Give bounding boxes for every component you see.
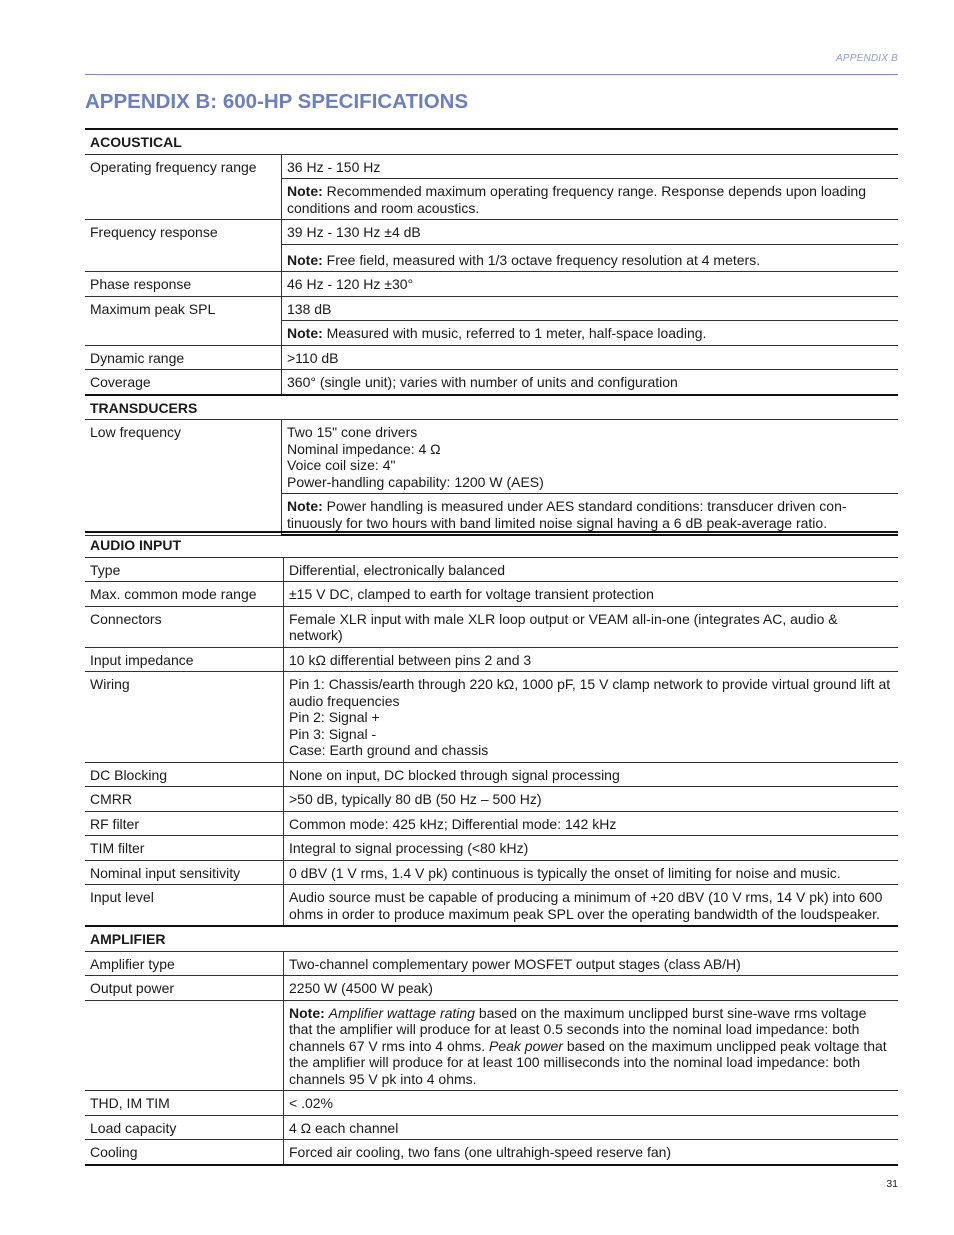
spec-label: Operating frequency range [85,154,282,220]
spec-note [282,321,899,346]
spec-label: DC Blocking [85,762,284,787]
spec-row [85,370,898,395]
header-rule [85,74,898,75]
spec-label: Low frequency [85,420,282,536]
spec-label: Dynamic range [85,345,282,370]
spec-value: Two-channel complementary power MOSFET output stages (class AB/H) [284,951,899,976]
spec-label: Input impedance [85,647,284,672]
spec-line: Case: Earth ground and chassis [289,742,489,758]
spec-row [85,345,898,370]
spec-label: Output power [85,976,284,1001]
spec-value: 46 Hz - 120 Hz ±30° [282,272,899,297]
spec-line: Pin 1: Chassis/earth through 220 kΩ, 1000 pF, 15 V clamp network to provide virtual ground lift at audio frequencies [289,676,891,709]
note-label: Note: [287,183,323,199]
spec-row [85,951,898,976]
spec-value: ±15 V DC, clamped to earth for voltage transient protection [284,582,899,607]
page-number: 31 [886,1178,898,1190]
spec-value: Audio source must be capable of producing a minimum of +20 dBV (10 V rms, 14 V pk) into 600 ohms in order to produce maximum peak SPL over the operating bandwidth of the loudspeaker. [284,885,899,927]
section-title: ACOUSTICAL [85,129,898,154]
spec-row [85,762,898,787]
spec-row [85,672,898,763]
spec-label: Connectors [85,606,284,647]
note-text: Power handling is measured under AES standard conditions: transducer driven con-tinuously for two hours with band limited noise signal having a 6 dB peak-average ratio. [287,498,847,531]
note-text: Recommended maximum operating frequency range. Response depends upon loading conditions and room acoustics. [287,183,867,216]
spec-value: < .02% [284,1091,899,1116]
spec-value: 0 dBV (1 V rms, 1.4 V pk) continuous is typically the onset of limiting for noise and music. [284,860,899,885]
page-title: APPENDIX B: 600-HP SPECIFICATIONS [85,90,469,113]
spec-value: >50 dB, typically 80 dB (50 Hz – 500 Hz) [284,787,899,812]
spec-row [85,860,898,885]
spec-row [85,647,898,672]
spec-label: Type [85,557,284,582]
spec-value: None on input, DC blocked through signal processing [284,762,899,787]
spec-row [85,582,898,607]
spec-row [85,787,898,812]
spec-line: Pin 3: Signal - [289,725,377,742]
spec-row [85,836,898,861]
spec-note-row [85,1000,898,1091]
spec-row [85,1115,898,1140]
spec-row [85,606,898,647]
spec-value: Integral to signal processing (<80 kHz) [284,836,899,861]
spec-value: 39 Hz - 130 Hz ±4 dB [282,220,899,245]
spec-value: 36 Hz - 150 Hz [282,154,899,179]
spec-line: Two 15" cone drivers [287,424,418,440]
spec-value: Forced air cooling, two fans (one ultrahigh-speed reserve fan) [284,1140,899,1165]
spec-line: Voice coil size: 4" [287,457,396,473]
spec-label: Wiring [85,672,284,763]
note-text: Measured with music, referred to 1 meter, half-space loading. [326,325,707,341]
note-label: Note: [287,498,323,514]
running-header: APPENDIX B [835,53,898,64]
spec-row [85,1140,898,1165]
note-label: Note: [287,251,323,268]
note-label: Note: [289,1004,325,1021]
spec-label: THD, IM TIM [85,1091,284,1116]
section-title: TRANSDUCERS [85,395,898,420]
spec-note [284,1000,899,1091]
spec-row [85,154,898,179]
spec-line: Pin 2: Signal + [289,709,380,725]
section-header-audio-input [85,532,898,557]
spec-label: CMRR [85,787,284,812]
note-italic: Amplifier wattage rating [328,1004,475,1021]
spec-label: Input level [85,885,284,927]
spec-row [85,420,898,494]
spec-value: Common mode: 425 kHz; Differential mode: 142 kHz [284,811,899,836]
note-italic: Peak power [489,1037,563,1054]
spec-line: Power-handling capability: 1200 W (AES) [287,473,544,490]
spec-label-empty [85,1000,284,1091]
input-amplifier-table [85,531,898,1166]
spec-row [85,220,898,245]
spec-row [85,976,898,1001]
spec-value: 4 Ω each channel [284,1115,899,1140]
spec-line: Nominal impedance: 4 Ω [287,440,441,457]
spec-row [85,272,898,297]
spec-label: Max. common mode range [85,582,284,607]
spec-label: Phase response [85,272,282,297]
spec-value: 360° (single unit); varies with number of units and configuration [282,370,899,395]
spec-label: Frequency response [85,220,282,272]
spec-value: Female XLR input with male XLR loop output or VEAM all-in-one (integrates AC, audio & network) [284,606,899,647]
spec-value [282,420,899,494]
spec-label: RF filter [85,811,284,836]
spec-row [85,557,898,582]
spec-row [85,296,898,321]
spec-label: Load capacity [85,1115,284,1140]
spec-value: 10 kΩ differential between pins 2 and 3 [284,647,899,672]
spec-note [282,244,899,272]
section-title: AUDIO INPUT [85,532,898,557]
spec-value: >110 dB [282,345,899,370]
spec-note [282,494,899,536]
spec-value: 2250 W (4500 W peak) [284,976,899,1001]
section-header-acoustical [85,129,898,154]
spec-value: 138 dB [282,296,899,321]
spec-label: Coverage [85,370,282,395]
section-title: AMPLIFIER [85,926,898,951]
note-text: based on the maximum unclipped burst sine-wave rms voltage that the amplifier will produce for at least 0.5 seconds into the nominal load impedance: both channels 67 V rms into 4 ohms. [289,1004,867,1054]
spec-value [284,672,899,763]
spec-label: Cooling [85,1140,284,1165]
spec-label: Amplifier type [85,951,284,976]
note-text: based on the maximum unclipped peak voltage that the amplifier will produce for at least 100 milliseconds into the nominal load impedance: both channels 95 V pk into 4 ohms. [289,1037,887,1087]
acoustical-transducers-table [85,128,898,536]
spec-row [85,1091,898,1116]
section-header-transducers [85,395,898,420]
section-header-amplifier [85,926,898,951]
note-text: Free field, measured with 1/3 octave frequency resolution at 4 meters. [326,251,761,268]
spec-row [85,885,898,927]
spec-label: Maximum peak SPL [85,296,282,345]
spec-label: TIM filter [85,836,284,861]
spec-value: Differential, electronically balanced [284,557,899,582]
note-label: Note: [287,325,323,341]
spec-note [282,179,899,220]
spec-row [85,811,898,836]
spec-label: Nominal input sensitivity [85,860,284,885]
